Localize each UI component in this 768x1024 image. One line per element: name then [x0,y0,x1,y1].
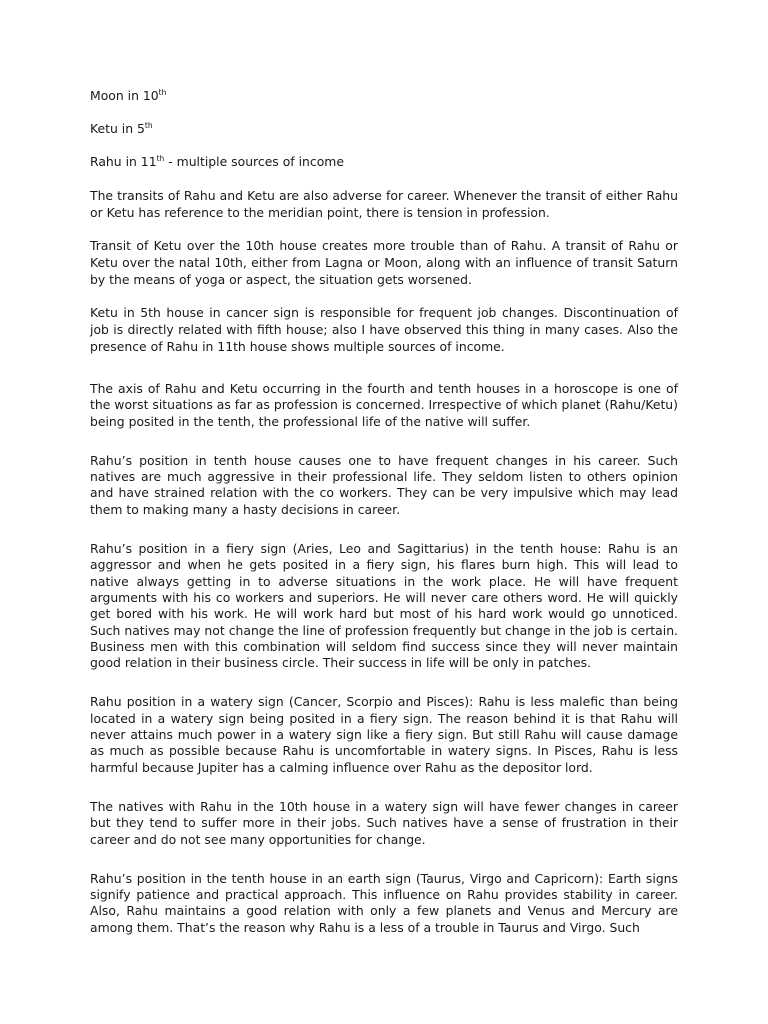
paragraph-transits: The transits of Rahu and Ketu are also adverse for career. Whenever the transit of either Rahu or Ketu has reference to the meridian point, there is tension in profession. [90,188,678,220]
heading-ketu-in-5th: Ketu in 5th [90,121,153,136]
paragraph-rahu-watery-sign: Rahu position in a watery sign (Cancer, Scorpio and Pisces): Rahu is less malefic than being located in a watery sign being posited in a fiery sign. The reason behind it is that Rahu will never attains much power in a watery sign like a fiery sign. But still Rahu will cause damage as much as possible because Rahu is uncomfortable in watery signs. In Pisces, Rahu is less harmful because Jupiter has a calming influence over Rahu as the depositor lord. [90,694,678,775]
paragraph-rahu-fiery-sign: Rahu’s position in a fiery sign (Aries, Leo and Sagittarius) in the tenth house: Rahu is an aggressor and when he gets posited in a fiery sign, his flares burn high. This will lead to native always getting in to adverse situations in the work place. He will have frequent arguments with his co workers and superiors. He will never care others word. He will quickly get bored with his work. He will work hard but most of his hard work would go unnoticed. Such natives may not change the line of profession frequently but change in the job is certain. Business men with this combination will seldom find success since they will never maintain good relation in their business circle. Their success in life will be only in patches. [90,541,678,671]
paragraph-rahu-ketu-axis: The axis of Rahu and Ketu occurring in the fourth and tenth houses in a horoscope is one of the worst situations as far as profession is concerned. Irrespective of which planet (Rahu/Ketu) being posited in the tenth, the professional life of the native will suffer. [90,381,678,429]
paragraph-rahu-tenth-house: Rahu’s position in tenth house causes one to have frequent changes in his career. Such natives are much aggressive in their professional life. They seldom listen to others opinion and have strained relation with the co workers. They can be very impulsive which may lead them to making many a hasty decisions in career. [90,452,678,517]
paragraph-ketu-transit: Transit of Ketu over the 10th house creates more trouble than of Rahu. A transit of Rahu or Ketu over the natal 10th, either from Lagna or Moon, along with an influence of transit Saturn by the means of yoga or aspect, the situation gets worsened. [90,238,678,287]
heading-rahu-in-11th: Rahu in 11th - multiple sources of income [90,154,344,169]
paragraph-ketu-5th-house: Ketu in 5th house in cancer sign is responsible for frequent job changes. Discontinuation of job is directly related with fifth house; also I have observed this thing in many cases. Also the presence of Rahu in 11th house shows multiple sources of income. [90,305,678,354]
document-page [90,88,678,959]
paragraph-rahu-earth-sign: Rahu’s position in the tenth house in an earth sign (Taurus, Virgo and Capricorn): Earth signs signify patience and practical approach. This influence on Rahu provides stability in career. Also, Rahu maintains a good relation with only a few planets and Venus and Mercury are among them. That’s the reason why Rahu is a less of a trouble in Taurus and Virgo. Such [90,870,678,935]
paragraph-rahu-watery-natives: The natives with Rahu in the 10th house in a watery sign will have fewer changes in career but they tend to suffer more in their jobs. Such natives have a sense of frustration in their career and do not see many opportunities for change. [90,798,678,847]
heading-moon-in-10th: Moon in 10th [90,88,167,103]
